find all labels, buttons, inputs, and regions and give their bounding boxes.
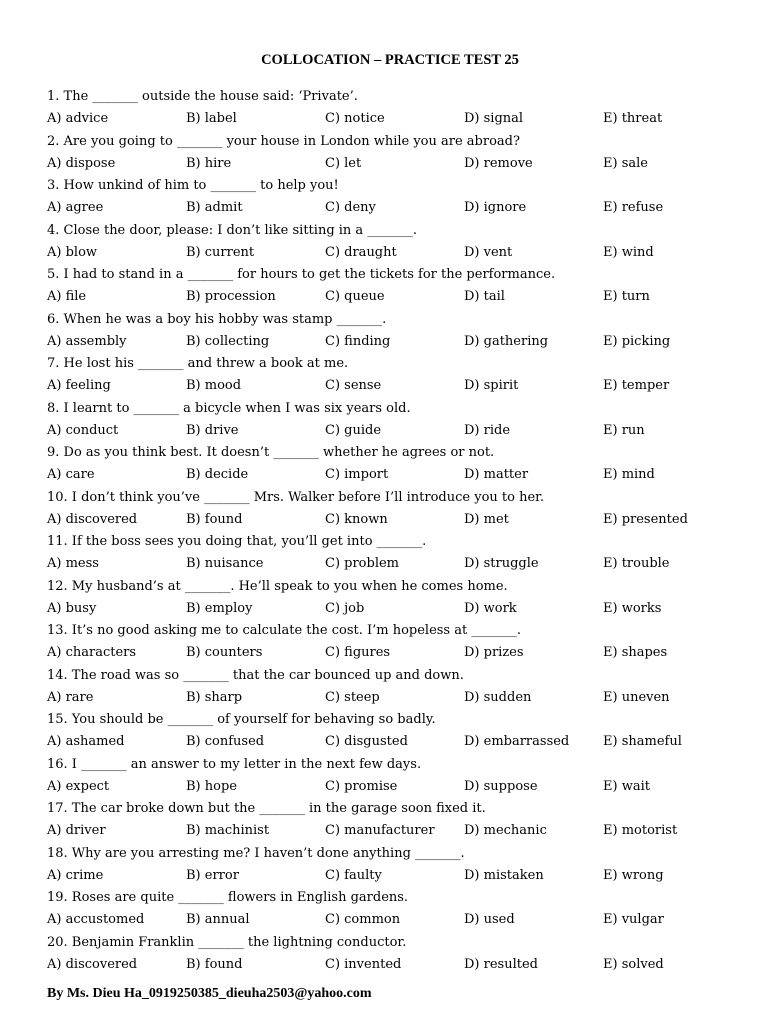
question-text: 11. If the boss sees you doing that, you’ll get into _______. [47,534,427,549]
answer-option: A) care [47,467,95,482]
question-item [47,223,747,268]
answer-option: E) shameful [603,734,682,749]
question-item [47,134,747,179]
answer-option: C) import [325,467,389,482]
answer-option: E) sale [603,155,648,171]
answer-options [47,245,747,261]
question-item [47,267,747,312]
answer-option: C) notice [325,111,385,126]
question-text: 5. I had to stand in a _______ for hours to get the tickets for the performance. [47,267,556,282]
question-text: 10. I don’t think you’ve _______ Mrs. Walker before I’ll introduce you to her. [47,489,545,505]
answer-option: D) gathering [464,333,549,349]
answer-options [47,200,747,216]
answer-options [47,645,747,661]
answer-option: C) promise [325,778,398,794]
answer-option: D) resulted [464,956,538,972]
answer-option: B) machinist [186,823,270,838]
question-item [47,623,747,668]
answer-option: A) discovered [47,956,138,972]
answer-option: D) spirit [464,378,519,393]
answer-option: D) work [464,600,517,616]
question-item [47,312,747,357]
answer-option: B) admit [186,200,243,215]
answer-option: B) drive [186,422,239,438]
answer-option: B) confused [186,734,265,749]
answer-option: A) driver [47,823,106,838]
question-item [47,401,747,446]
question-item [47,801,747,846]
answer-options [47,912,747,928]
answer-option: E) vulgar [603,912,664,927]
answer-option: C) finding [325,333,391,349]
question-text: 17. The car broke down but the _______ in the garage soon fixed it. [47,801,486,816]
answer-options [47,423,747,439]
question-item [47,490,747,535]
answer-option: A) ashamed [47,734,125,749]
answer-option: E) picking [603,333,671,349]
answer-option: E) shapes [603,645,668,660]
answer-option: A) expect [47,778,110,794]
answer-option: E) wrong [603,867,664,883]
answer-option: C) invented [325,956,402,972]
answer-option: D) mechanic [464,823,547,838]
question-text: 9. Do as you think best. It doesn’t _______ whether he agrees or not. [47,445,495,460]
answer-option: B) employ [186,600,253,616]
question-item [47,846,747,891]
answer-option: A) discovered [47,511,138,527]
answer-option: C) faulty [325,867,382,883]
answer-option: B) label [186,111,237,126]
answer-option: E) presented [603,511,688,527]
answer-option: C) figures [325,645,391,660]
answer-option: D) tail [464,289,505,304]
question-text: 2. Are you going to _______ your house in London while you are abroad? [47,133,520,149]
question-text: 18. Why are you arresting me? I haven’t done anything _______. [47,845,465,861]
question-text: 8. I learnt to _______ a bicycle when I was six years old. [47,400,411,416]
question-list [47,89,747,979]
answer-option: D) sudden [464,689,532,705]
answer-options [47,156,747,172]
answer-option: E) wait [603,778,650,794]
answer-option: E) temper [603,378,670,393]
answer-options [47,467,747,483]
question-item [47,356,747,401]
answer-option: B) mood [186,378,242,393]
answer-option: C) manufacturer [325,823,435,838]
answer-option: C) disgusted [325,734,408,749]
answer-option: D) ride [464,422,511,438]
answer-option: C) known [325,511,388,527]
question-item [47,534,747,579]
answer-option: D) remove [464,155,533,171]
answer-option: D) signal [464,111,524,126]
question-text: 12. My husband’s at _______. He’ll speak to you when he comes home. [47,578,508,594]
question-text: 16. I _______ an answer to my letter in the next few days. [47,756,422,772]
question-text: 15. You should be _______ of yourself for behaving so badly. [47,712,436,727]
question-item [47,668,747,713]
question-text: 6. When he was a boy his hobby was stamp _______. [47,311,387,327]
answer-option: E) works [603,600,662,616]
answer-option: C) guide [325,422,382,438]
question-text: 1. The _______ outside the house said: ‘Private’. [47,89,358,104]
answer-option: A) crime [47,867,104,883]
answer-options [47,601,747,617]
answer-option: B) decide [186,467,249,482]
answer-option: A) busy [47,600,97,616]
answer-options [47,779,747,795]
answer-options [47,690,747,706]
answer-option: B) procession [186,289,276,304]
answer-option: D) met [464,511,509,527]
answer-option: B) sharp [186,689,243,705]
answer-option: C) deny [325,200,376,215]
answer-options [47,556,747,572]
answer-option: A) feeling [47,378,111,393]
answer-option: E) threat [603,111,663,126]
answer-option: B) found [186,956,243,972]
answer-option: E) turn [603,289,650,304]
answer-options [47,512,747,528]
answer-option: E) mind [603,467,655,482]
answer-option: D) used [464,912,515,927]
answer-option: A) dispose [47,155,116,171]
question-item [47,712,747,757]
answer-option: D) suppose [464,778,538,794]
answer-options [47,734,747,750]
answer-option: C) problem [325,556,400,571]
answer-option: C) common [325,912,401,927]
answer-option: B) error [186,867,239,883]
question-item [47,890,747,935]
question-text: 19. Roses are quite _______ flowers in English gardens. [47,890,409,905]
answer-options [47,111,747,127]
answer-options [47,334,747,350]
author-footer: By Ms. Dieu Ha_0919250385_dieuha2503@yahoo.com [47,986,372,1001]
answer-option: A) agree [47,200,104,215]
answer-option: D) ignore [464,200,527,215]
answer-option: B) hire [186,155,232,171]
answer-option: D) prizes [464,645,524,660]
answer-option: A) assembly [47,333,127,349]
question-text: 7. He lost his _______ and threw a book at me. [47,356,349,371]
question-item [47,757,747,802]
answer-option: A) accustomed [47,912,145,927]
answer-option: B) found [186,511,243,527]
answer-option: D) embarrassed [464,734,570,749]
question-text: 20. Benjamin Franklin _______ the lightning conductor. [47,934,407,950]
answer-option: B) collecting [186,333,270,349]
answer-option: C) queue [325,289,385,304]
answer-option: E) run [603,422,645,438]
answer-options [47,957,747,973]
answer-option: C) steep [325,689,380,705]
question-item [47,579,747,624]
question-text: 4. Close the door, please: I don’t like sitting in a _______. [47,222,417,238]
answer-option: D) mistaken [464,867,544,883]
answer-option: D) matter [464,467,529,482]
answer-option: B) hope [186,778,237,794]
answer-option: E) solved [603,956,664,972]
answer-option: D) struggle [464,556,539,571]
answer-option: E) refuse [603,200,664,215]
answer-option: B) annual [186,912,250,927]
answer-option: E) trouble [603,556,670,571]
answer-options [47,378,747,394]
answer-option: B) counters [186,645,263,660]
answer-options [47,868,747,884]
answer-option: A) advice [47,111,109,126]
answer-option: A) file [47,289,87,304]
question-text: 13. It’s no good asking me to calculate the cost. I’m hopeless at _______. [47,623,521,638]
answer-options [47,289,747,305]
question-item [47,89,747,134]
question-text: 14. The road was so _______ that the car bounced up and down. [47,667,464,683]
answer-option: B) current [186,244,255,260]
answer-option: A) blow [47,244,98,260]
answer-option: D) vent [464,244,513,260]
question-item [47,445,747,490]
answer-option: A) rare [47,689,94,705]
answer-option: E) uneven [603,689,670,705]
answer-option: E) wind [603,244,654,260]
page-title: COLLOCATION – PRACTICE TEST 25 [261,52,519,68]
answer-option: C) job [325,600,365,616]
answer-option: A) characters [47,645,137,660]
answer-option: A) conduct [47,422,119,438]
answer-option: E) motorist [603,823,678,838]
answer-option: C) draught [325,244,397,260]
answer-option: C) sense [325,378,382,393]
question-text: 3. How unkind of him to _______ to help you! [47,178,339,193]
answer-option: A) mess [47,556,99,571]
answer-option: C) let [325,155,362,171]
question-item [47,178,747,223]
answer-options [47,823,747,839]
answer-option: B) nuisance [186,556,264,571]
question-item [47,935,747,980]
